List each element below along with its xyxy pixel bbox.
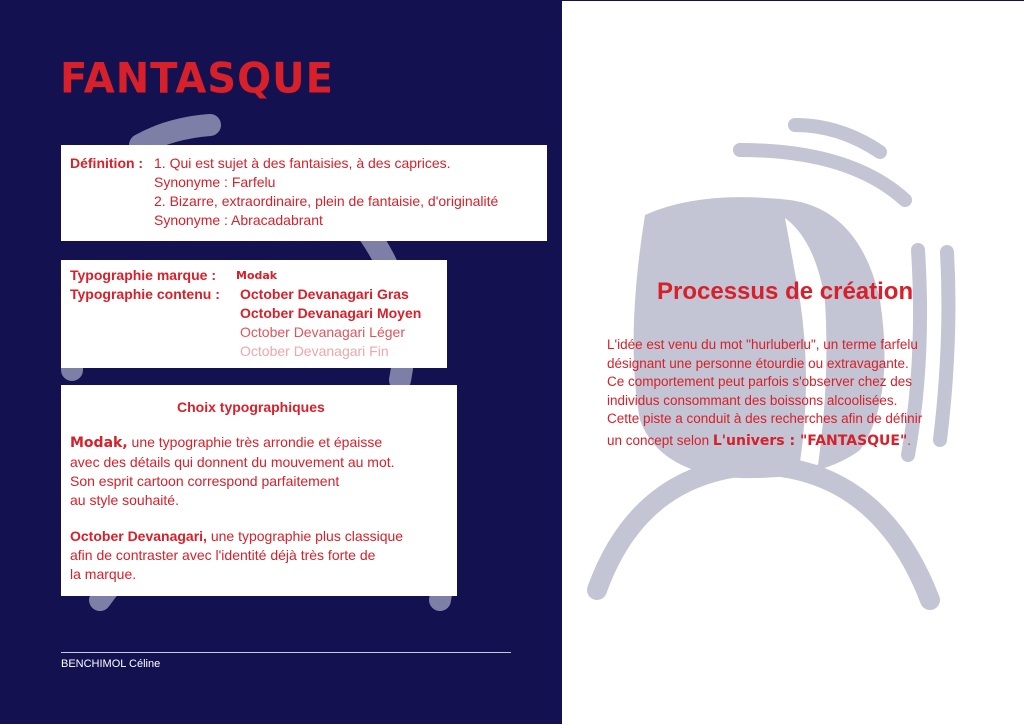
text-line: afin de contraster avec l'identité déjà très forte de xyxy=(70,547,376,563)
definition-line: Synonyme : Farfelu xyxy=(154,174,276,190)
text-line: . xyxy=(907,432,912,448)
text-line: au style souhaité. xyxy=(70,492,179,508)
modak-lead: Modak, xyxy=(70,435,128,451)
text-line: Ce comportement peut parfois s'observer chez des xyxy=(607,374,912,389)
definition-label: Définition : xyxy=(70,155,144,171)
text-line: Son esprit cartoon correspond parfaitement xyxy=(70,473,340,489)
text-line: une typographie très arrondie et épaisse xyxy=(127,434,383,450)
process-title: Processus de création xyxy=(657,278,914,305)
content-font-label: Typographie contenu : xyxy=(70,286,220,302)
text-line: avec des détails qui donnent du mouvement au mot. xyxy=(70,454,395,470)
content-font: October Devanagari Gras xyxy=(240,286,409,302)
content-font: October Devanagari Moyen xyxy=(240,305,422,321)
october-lead: October Devanagari, xyxy=(70,528,207,544)
author-name: BENCHIMOL Céline xyxy=(61,658,161,670)
text-line: Cette piste a conduit à des recherches afin de définir xyxy=(607,411,923,426)
text-line: une typographie plus classique xyxy=(206,528,404,544)
universe-highlight: L'univers : "FANTASQUE" xyxy=(712,432,908,449)
text-line: désignant une personne étourdie ou extravagante. xyxy=(607,355,909,371)
brand-font-name: Modak xyxy=(236,269,278,282)
choice-paragraph-october xyxy=(70,527,403,584)
definition-line: 2. Bizarre, extraordinaire, plein de fantaisie, d'originalité xyxy=(154,193,499,209)
content-font: October Devanagari Léger xyxy=(240,324,405,340)
definition-line: 1. Qui est sujet à des fantaisies, à des caprices. xyxy=(154,155,451,171)
choice-paragraph-modak xyxy=(70,433,395,510)
typography-box xyxy=(61,260,447,368)
text-line: la marque. xyxy=(70,566,137,582)
text-line: L'idée est venu du mot "hurluberlu", un terme farfelu xyxy=(607,337,918,352)
definition-line: Synonyme : Abracadabrant xyxy=(154,212,323,228)
content-font: October Devanagari Fin xyxy=(240,343,389,359)
text-line: individus consommant des boissons alcoolisées. xyxy=(607,392,898,408)
brand-title: FANTASQUE xyxy=(60,54,334,104)
typography-choice-box xyxy=(61,385,457,596)
brand-font-label: Typographie marque : xyxy=(70,267,216,283)
choice-heading: Choix typographiques xyxy=(177,399,325,415)
footer-divider xyxy=(61,652,511,653)
text-line: un concept selon xyxy=(607,432,713,448)
definition-box xyxy=(61,145,547,241)
process-text xyxy=(607,336,922,453)
